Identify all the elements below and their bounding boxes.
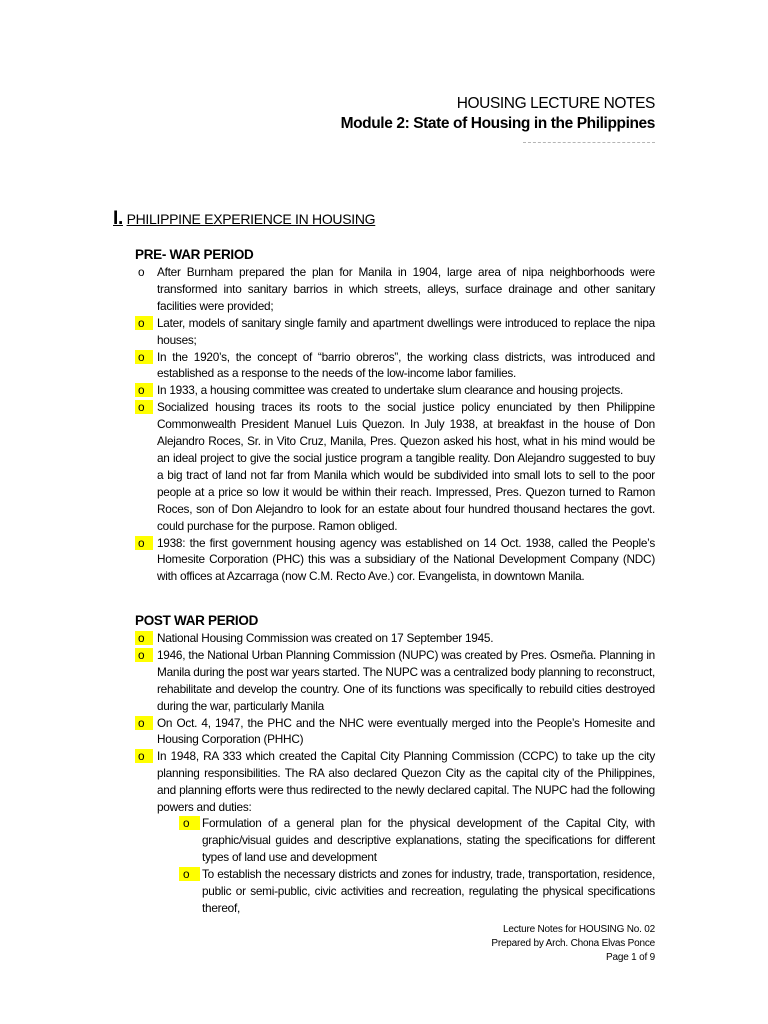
list-item-text: In 1933, a housing committee was created to undertake slum clearance and housing projects.	[157, 383, 624, 398]
list-item-text: Socialized housing traces its roots to the social justice policy enunciated by then Philippine Commonwealth President Manuel Luis Quezon. In July 1938, at breakfast in the house of Don Alejandro Roces, Sr. in Vito Cruz, Manila, Pres. Quezon asked his host, what in his mind would be an ideal project to give the social justice program a tangible reality. Don Alejandro suggested to buy a big tract of land not far from Manila which would be subdivided into small lots to sell to the poor people at a price so low it would be within their reach. Impressed, Pres. Quezon turned to Ramon Roces, son of Don Alejandro to look for an estate about four hundred thousand hectares the govt. could purchase for the purpose. Ramon obliged.	[157, 400, 655, 533]
list-item-text: National Housing Commission was created on 17 September 1945.	[157, 631, 494, 645]
list-item-text: Formulation of a general plan for the physical development of the Capital City, with graphic/visual guides and descriptive explanations, stating the specifications for different types of land use and development	[202, 816, 655, 864]
footer-lecture-notes: Lecture Notes for HOUSING No. 02	[503, 924, 655, 935]
bullet-marker: o	[135, 631, 153, 645]
list-item-text: In 1948, RA 333 which created the Capital City Planning Commission (CCPC) to take up the city planning responsibilities. The RA also declared Quezon City as the capital city of the Philippines, and planning efforts were thus redirected to the newly declared capital. The NUPC had the following powers and duties:	[157, 749, 655, 815]
bullet-marker: o	[179, 816, 200, 830]
section-heading	[113, 208, 375, 230]
bullet-marker: o	[135, 350, 153, 364]
bullet-marker: o	[135, 400, 153, 414]
bullet-marker: o	[138, 265, 145, 279]
list-item	[179, 866, 655, 917]
list-item	[135, 630, 655, 647]
bullet-marker: o	[135, 536, 153, 550]
bullet-marker: o	[135, 716, 153, 730]
list-item	[179, 815, 655, 866]
list-item	[135, 647, 655, 715]
pre-war-heading: PRE- WAR PERIOD	[135, 247, 254, 262]
document-title: HOUSING LECTURE NOTES	[456, 95, 655, 112]
pre-war-list	[135, 264, 655, 585]
document-subtitle: Module 2: State of Housing in the Philippines	[340, 115, 655, 132]
bullet-marker: o	[135, 648, 153, 662]
list-item-text: On Oct. 4, 1947, the PHC and the NHC were eventually merged into the People’s Homesite and Housing Corporation (PHHC)	[157, 715, 655, 747]
post-war-sublist	[179, 815, 655, 916]
list-item-text: 1938: the first government housing agency was established on 14 Oct. 1938, called the People’s Homesite Corporation (PHC) this was a subsidiary of the National Development Company (NDC) with offices at Azcarraga (now C.M. Recto Ave.) cor. Evangelista, in downtown Manila.	[157, 535, 655, 584]
list-item-text: To establish the necessary districts and zones for industry, trade, transportation, residence, public or semi-public, civic activities and recreation, regulating the physical specifications thereof,	[202, 866, 655, 915]
post-war-list	[135, 630, 655, 816]
list-item-text: Later, models of sanitary single family and apartment dwellings were introduced to replace the nipa houses;	[157, 315, 655, 347]
footer-page-number: Page 1 of 9	[606, 952, 655, 963]
page-footer	[491, 923, 655, 965]
list-item	[135, 399, 655, 534]
post-war-heading: POST WAR PERIOD	[135, 613, 259, 628]
bullet-marker: o	[179, 867, 200, 881]
list-item	[135, 349, 655, 383]
list-item-text: In the 1920’s, the concept of “barrio obreros”, the working class districts, was introduced and established as a response to the needs of the low-income labor families.	[157, 349, 655, 381]
list-item-text: After Burnham prepared the plan for Manila in 1904, large area of nipa neighborhoods were transformed into sanitary barrios in which streets, alleys, surface drainage and other sanitary facilities were provided;	[157, 265, 655, 313]
list-item	[135, 715, 655, 749]
bullet-marker: o	[135, 749, 153, 763]
list-item	[135, 264, 655, 315]
document-header	[341, 94, 655, 134]
header-divider	[523, 142, 655, 143]
bullet-marker: o	[135, 316, 153, 330]
list-item	[135, 315, 655, 349]
list-item-text: 1946, the National Urban Planning Commission (NUPC) was created by Pres. Osmeña. Planning in Manila during the post war years started. The NUPC was a centralized body planning to reconstruct, rehabilitate and develop the country. One of its functions was specifically to rebuild cities destroyed during the war, particularly Manila	[157, 647, 655, 713]
list-item	[135, 535, 655, 586]
section-numeral: I.	[113, 208, 123, 229]
section-title: PHILIPPINE EXPERIENCE IN HOUSING	[126, 211, 376, 227]
footer-author: Prepared by Arch. Chona Elvas Ponce	[491, 938, 655, 949]
list-item	[135, 748, 655, 816]
bullet-marker: o	[135, 383, 153, 397]
list-item	[135, 382, 655, 399]
